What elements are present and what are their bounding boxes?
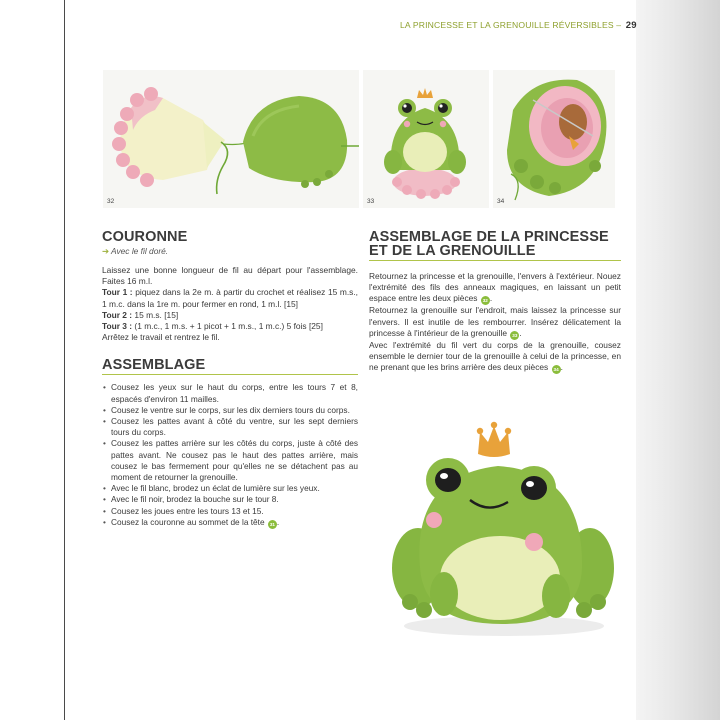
running-title: LA PRINCESSE ET LA GRENOUILLE RÉVERSIBLES – [400,20,622,30]
assemblage-princesse-title [369,230,621,258]
assemblage-title: ASSEMBLAGE [102,357,206,374]
list-item: • Cousez les pattes arrière sur les côtés du corps, juste à côté des pattes avant. Ne cousez pas le haut des pattes arrière, mais cousez le bas fermement pour qu'elles ne se détachent pas au moment de retourner la grenouille. [102,438,358,483]
photo-ref-badge: 31 [269,521,275,527]
list-item: • Cousez la couronne au sommet de la tête 31 . [102,517,358,529]
page-right-shadow [636,0,720,720]
photo-34-illustration [493,70,615,208]
assemblage-princesse-paragraph: Retournez la princesse et la grenouille, l'envers à l'extérieur. Nouez l'extrémité des fils des anneaux magiques, en laissant un petit espace entre les deux pièces 32 . [369,271,621,304]
list-item: • Cousez les yeux sur le haut du corps, entre les tours 7 et 8, espacés d'environ 11 mailles. [102,382,358,404]
assemblage-princesse-paragraph: Retournez la grenouille sur l'endroit, mais laissez la princesse sur l'envers. Il est inutile de les rembourrer. Insérez délicatement la princesse à l'intérieur de la grenouille 33 . [369,305,621,338]
assemblage-princesse-title-line1: ASSEMBLAGE DE LA PRINCESSE [369,229,609,245]
photo-32-number: 32 [107,198,115,205]
photo-33 [363,70,489,208]
couronne-subnote [102,246,358,256]
couronne-paragraph: Tour 2 : 15 m.s. [15] [102,309,179,320]
list-item: • Cousez le ventre sur le corps, sur les dix derniers tours du corps. [102,405,358,416]
frog-illustration [384,418,616,640]
couronne-title: COURONNE [102,229,188,245]
list-item: • Avec le fil noir, brodez la bouche sur le tour 8. [102,494,358,505]
page-left-edge [64,0,65,720]
list-item: • Cousez les joues entre les tours 13 et 15. [102,506,358,517]
list-item: • Avec le fil blanc, brodez un éclat de lumière sur les yeux. [102,483,358,494]
photo-ref-badge: 34 [553,367,559,373]
couronne-paragraph: Arrêtez le travail et rentrez le fil. [102,332,220,343]
running-header [400,20,637,31]
assemblage-list [102,382,358,528]
couronne-instructions [102,265,358,343]
photo-32 [103,70,359,208]
photo-33-illustration [363,70,489,208]
page-number: 29 [625,20,637,31]
photo-ref-badge: 33 [512,332,518,338]
right-column [369,230,621,374]
assemblage-princesse-underline [369,260,621,261]
photo-34-number: 34 [497,198,505,205]
left-column [102,230,358,529]
couronne-subnote-text: Avec le fil doré. [111,246,169,256]
photo-33-number: 33 [367,198,375,205]
arrow-right-icon: ➔ [102,246,110,256]
photo-32-illustration [103,70,359,208]
list-item: • Cousez les pattes avant à côté du ventre, sur les sept derniers tours du corps. [102,416,358,438]
assemblage-princesse-paragraph: Avec l'extrémité du fil vert du corps de la grenouille, cousez ensemble le dernier tour de la grenouille à celui de la princesse, en ne prenant que les brins arrière des deux pièces 34 . [369,339,621,373]
assemblage-princesse-title-line2: ET DE LA GRENOUILLE [369,243,536,259]
couronne-paragraph: Tour 1 : piquez dans la 2e m. à partir du crochet et réalisez 15 m.s., 1 m.c. dans la 1re m. pour fermer en rond, 1 m.l. [15] [102,287,358,309]
photo-ref-badge: 32 [482,298,488,304]
photo-34 [493,70,615,208]
couronne-paragraph: Tour 3 : (1 m.c., 1 m.s. + 1 picot + 1 m.s., 1 m.c.) 5 fois [25] [102,321,323,332]
assemblage-princesse-instructions [369,271,621,374]
frog-photo [384,418,616,640]
assemblage-underline [102,374,358,375]
couronne-paragraph: Laissez une bonne longueur de fil au départ pour l'assemblage. Faites 16 m.l. [102,265,358,287]
